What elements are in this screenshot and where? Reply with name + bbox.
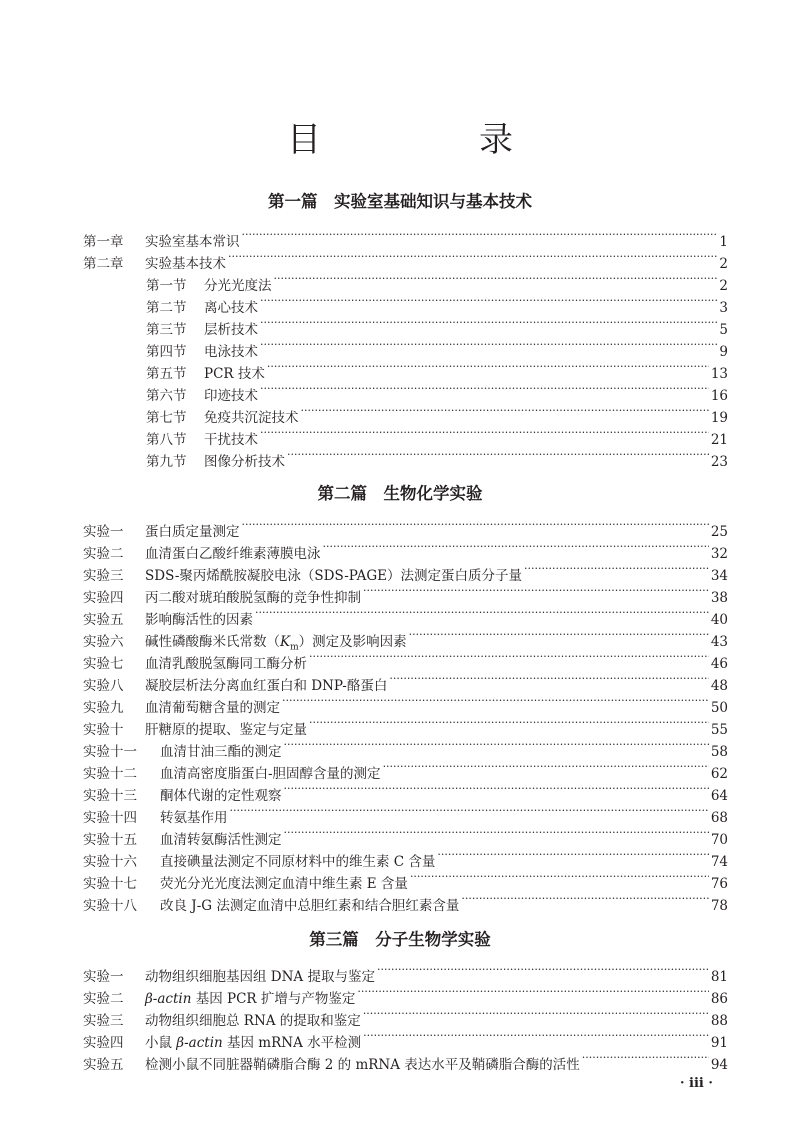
entry-page: 81 [710, 969, 728, 985]
entry-number: 实验二 [83, 991, 124, 1007]
entry-title: 血清葡萄糖含量的测定 [145, 700, 280, 716]
toc-experiment-3-1[interactable] [83, 959, 728, 985]
entry-number: 实验九 [83, 700, 124, 716]
entry-number: 实验四 [83, 590, 124, 606]
entry-number: 实验二 [83, 546, 124, 562]
entry-number: 实验十一 [83, 744, 137, 760]
entry-page: 50 [710, 700, 728, 716]
dot-leader [260, 422, 709, 444]
entry-title: 动物组织细胞基因组 DNA 提取与鉴定 [145, 969, 375, 985]
entry-page: 74 [710, 854, 728, 870]
toc-experiment-2-14[interactable] [83, 800, 728, 826]
entry-page: 78 [710, 898, 728, 914]
entry-title: 直接碘量法测定不同原材料中的维生素 C 含量 [160, 854, 436, 870]
entry-title: 实验室基本常识 [145, 234, 240, 250]
dot-leader [260, 334, 717, 356]
dot-leader [260, 378, 709, 400]
entry-page: 55 [710, 722, 728, 738]
title-part: 基因 mRNA 水平检测 [222, 1035, 362, 1051]
entry-page: 13 [710, 366, 728, 382]
toc-section-1[interactable] [146, 268, 728, 294]
toc-section-2[interactable] [146, 290, 728, 316]
dot-leader [282, 690, 709, 712]
toc-experiment-2-13[interactable] [83, 778, 728, 804]
entry-title: 检测小鼠不同脏器鞘磷脂合酶 2 的 mRNA 表达水平及鞘磷脂合酶的活性 [145, 1057, 580, 1073]
dot-leader [409, 624, 709, 646]
entry-page: 91 [710, 1035, 728, 1051]
dot-leader [582, 1047, 709, 1069]
dot-leader [228, 246, 717, 268]
dot-leader [284, 822, 709, 844]
entry-page: 1 [719, 234, 728, 250]
toc-section-9[interactable] [146, 444, 728, 470]
entry-number: 第八节 [146, 432, 187, 448]
entry-number: 第一章 [83, 234, 124, 250]
entry-page: 5 [719, 322, 728, 338]
entry-page: 9 [719, 344, 728, 360]
entry-number: 第三节 [146, 322, 187, 338]
dot-leader [267, 356, 709, 378]
entry-title: 离心技术 [204, 300, 258, 316]
toc-experiment-2-3[interactable] [83, 558, 728, 584]
dot-leader [284, 778, 709, 800]
entry-page: 34 [710, 568, 728, 584]
toc-experiment-2-9[interactable] [83, 690, 728, 716]
entry-title: 荧光分光光度法测定血清中维生素 E 含量 [160, 876, 408, 892]
entry-number: 实验十六 [83, 854, 137, 870]
toc-experiment-2-15[interactable] [83, 822, 728, 848]
entry-title: 血清甘油三酯的测定 [160, 744, 282, 760]
entry-page: 68 [710, 810, 728, 826]
entry-number: 第七节 [146, 410, 187, 426]
toc-chapter-2[interactable] [83, 246, 728, 272]
title-part: 小鼠 [145, 1035, 177, 1051]
toc-experiment-3-2[interactable] [83, 981, 728, 1007]
entry-page: 25 [710, 524, 728, 540]
entry-title: 免疫共沉淀技术 [204, 410, 299, 426]
toc-experiment-2-4[interactable] [83, 580, 728, 606]
entry-number: 实验十八 [83, 898, 137, 914]
entry-page: 64 [710, 788, 728, 804]
entry-number: 第二章 [83, 256, 124, 272]
entry-title: 分光光度法 [204, 278, 272, 294]
entry-title: 影响酶活性的因素 [145, 612, 253, 628]
entry-page: 58 [710, 744, 728, 760]
toc-section-6[interactable] [146, 378, 728, 404]
dot-leader [309, 646, 709, 668]
dot-leader [363, 1003, 709, 1025]
dot-leader [260, 290, 717, 312]
entry-number: 实验六 [83, 634, 124, 650]
entry-title: 改良 J-G 法测定血清中总胆红素和结合胆红素含量 [160, 898, 460, 914]
title-part: 基因 PCR 扩增与产物鉴定 [191, 991, 356, 1007]
entry-page: 21 [710, 432, 728, 448]
entry-title: 层析技术 [204, 322, 258, 338]
toc-experiment-2-11[interactable] [83, 734, 728, 760]
dot-leader [242, 224, 718, 246]
toc-experiment-2-17[interactable] [83, 866, 728, 892]
entry-page: 19 [710, 410, 728, 426]
entry-number: 实验十 [83, 722, 124, 738]
entry-page: 94 [710, 1057, 728, 1073]
part-heading-1: 第一篇 实验室基础知识与基本技术 [268, 192, 532, 211]
entry-number: 第九节 [146, 454, 187, 470]
entry-number: 实验十二 [83, 766, 137, 782]
entry-number: 实验四 [83, 1035, 124, 1051]
entry-number: 第六节 [146, 388, 187, 404]
entry-title: 丙二酸对琥珀酸脱氢酶的竞争性抑制 [145, 590, 361, 606]
gene-name: β-actin [145, 991, 192, 1007]
km-symbol: K [280, 634, 291, 650]
page-number-footer: · iii · [680, 1076, 713, 1091]
entry-title: 血清乳酸脱氢酶同工酶分析 [145, 656, 307, 672]
entry-number: 实验三 [83, 568, 124, 584]
dot-leader [363, 580, 709, 602]
dot-leader [357, 981, 708, 1003]
part-heading-2: 第二篇 生物化学实验 [317, 484, 483, 503]
dot-leader [461, 888, 708, 910]
toc-experiment-2-10[interactable] [83, 712, 728, 738]
toc-experiment-2-12[interactable] [83, 756, 728, 782]
entry-page: 88 [710, 1013, 728, 1029]
entry-page: 86 [710, 991, 728, 1007]
entry-page: 48 [710, 678, 728, 694]
entry-number: 实验三 [83, 1013, 124, 1029]
toc-section-5[interactable] [146, 356, 728, 382]
dot-leader [377, 959, 709, 981]
entry-title: 图像分析技术 [204, 454, 285, 470]
entry-page: 2 [719, 278, 728, 294]
entry-title: 肝糖原的提取、鉴定与定量 [145, 722, 307, 738]
entry-number: 实验七 [83, 656, 124, 672]
title-part: ）测定及影响因素 [298, 634, 407, 650]
entry-page: 23 [710, 454, 728, 470]
toc-experiment-3-4[interactable] [83, 1025, 728, 1051]
page-title: 目 录 [287, 120, 575, 160]
dot-leader [437, 844, 708, 866]
toc-experiment-3-3[interactable] [83, 1003, 728, 1029]
entry-page: 70 [710, 832, 728, 848]
entry-page: 40 [710, 612, 728, 628]
entry-page: 3 [719, 300, 728, 316]
entry-page: 16 [710, 388, 728, 404]
dot-leader [260, 312, 717, 334]
entry-title: SDS-聚丙烯酰胺凝胶电泳（SDS-PAGE）法测定蛋白质分子量 [145, 568, 522, 584]
entry-page: 62 [710, 766, 728, 782]
entry-page: 32 [710, 546, 728, 562]
dot-leader [309, 712, 709, 734]
entry-title: 印迹技术 [204, 388, 258, 404]
dot-leader [287, 444, 709, 466]
toc-chapter-1[interactable] [83, 224, 728, 250]
toc-experiment-2-5[interactable] [83, 602, 728, 628]
toc-experiment-2-1[interactable] [83, 514, 728, 540]
toc-section-8[interactable] [146, 422, 728, 448]
title-part: 碱性磷酸酶米氏常数（ [145, 634, 280, 650]
part-heading-3: 第三篇 分子生物学实验 [309, 930, 491, 949]
entry-title: 动物组织细胞总 RNA 的提取和鉴定 [145, 1013, 361, 1029]
entry-number: 实验十五 [83, 832, 137, 848]
gene-name: β-actin [176, 1035, 223, 1051]
entry-number: 实验十七 [83, 876, 137, 892]
entry-title: 血清转氨酶活性测定 [160, 832, 282, 848]
entry-number: 实验十三 [83, 788, 137, 804]
entry-number: 第一节 [146, 278, 187, 294]
toc-experiment-2-16[interactable] [83, 844, 728, 870]
dot-leader [274, 268, 718, 290]
entry-title: 血清蛋白乙酸纤维素薄膜电泳 [145, 546, 321, 562]
dot-leader [284, 734, 709, 756]
entry-title: 电泳技术 [204, 344, 258, 360]
entry-number: 实验五 [83, 612, 124, 628]
entry-title: PCR 技术 [204, 366, 265, 382]
dot-leader [255, 602, 709, 624]
entry-number: 实验一 [83, 969, 124, 985]
dot-leader [242, 514, 709, 536]
entry-number: 实验八 [83, 678, 124, 694]
dot-leader [389, 668, 708, 690]
toc-experiment-2-2[interactable] [83, 536, 728, 562]
toc-section-4[interactable] [146, 334, 728, 360]
entry-title: 实验基本技术 [145, 256, 226, 272]
toc-section-7[interactable] [146, 400, 728, 426]
entry-title: 酮体代谢的定性观察 [160, 788, 282, 804]
entry-title: 蛋白质定量测定 [145, 524, 240, 540]
entry-title: 干扰技术 [204, 432, 258, 448]
entry-page: 76 [710, 876, 728, 892]
entry-page: 43 [710, 634, 728, 650]
toc-experiment-2-7[interactable] [83, 646, 728, 672]
entry-number: 第二节 [146, 300, 187, 316]
entry-number: 第五节 [146, 366, 187, 382]
entry-number: 实验五 [83, 1057, 124, 1073]
entry-number: 实验十四 [83, 810, 137, 826]
km-subscript: m [290, 642, 299, 653]
toc-experiment-2-6[interactable] [83, 624, 728, 653]
dot-leader [230, 800, 709, 822]
entry-title: 血清高密度脂蛋白-胆固醇含量的测定 [160, 766, 381, 782]
toc-experiment-3-5[interactable] [83, 1047, 728, 1073]
entry-page: 46 [710, 656, 728, 672]
toc-experiment-2-8[interactable] [83, 668, 728, 694]
toc-section-3[interactable] [146, 312, 728, 338]
entry-number: 实验一 [83, 524, 124, 540]
dot-leader [383, 756, 709, 778]
toc-experiment-2-18[interactable] [83, 888, 728, 914]
dot-leader [410, 866, 709, 888]
entry-page: 2 [719, 256, 728, 272]
dot-leader [524, 558, 709, 580]
entry-number: 第四节 [146, 344, 187, 360]
dot-leader [301, 400, 709, 422]
entry-page: 38 [710, 590, 728, 606]
dot-leader [363, 1025, 709, 1047]
entry-title: 凝胶层析法分离血红蛋白和 DNP-酪蛋白 [145, 678, 388, 694]
dot-leader [323, 536, 709, 558]
entry-title: 转氨基作用 [160, 810, 228, 826]
